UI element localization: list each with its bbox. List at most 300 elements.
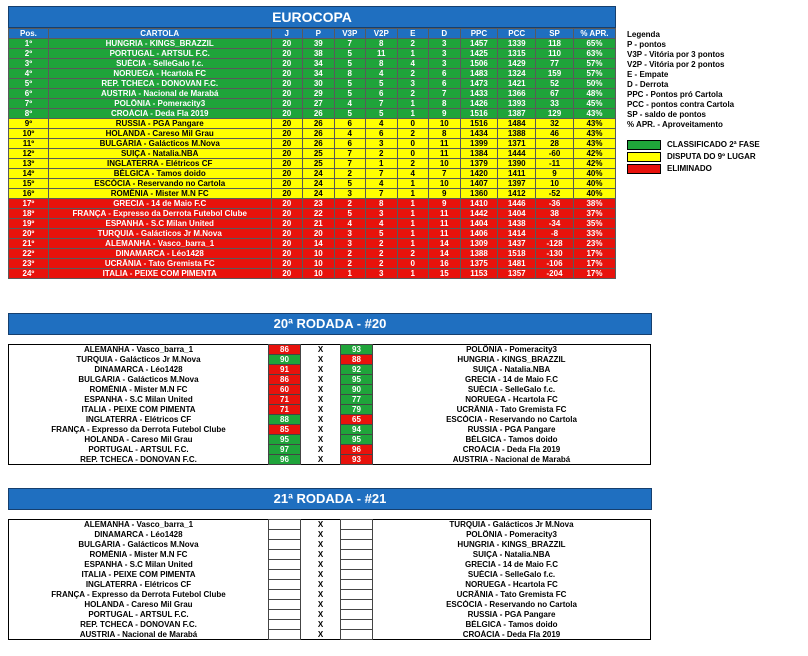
- cell-sp: -11: [536, 159, 574, 169]
- cell-name: POLÔNIA - Pomeracity3: [48, 99, 271, 109]
- match-row: [9, 580, 651, 590]
- cell-d: 3: [429, 39, 461, 49]
- cell-name: RUSSIA - PGA Pangare: [48, 119, 271, 129]
- cell-e: 2: [397, 159, 429, 169]
- cell-p: 10: [303, 269, 335, 279]
- legend-item: V3P - Vitória por 3 pontos: [627, 50, 725, 59]
- cell-pos: 4º: [9, 69, 49, 79]
- cell-p: 24: [303, 179, 335, 189]
- cell-e: 0: [397, 119, 429, 129]
- home-team: BULGÁRIA - Galácticos M.Nova: [78, 540, 199, 549]
- cell-d: 11: [429, 139, 461, 149]
- cell-v3p: 7: [334, 159, 366, 169]
- table-row: [9, 169, 616, 179]
- cell-pcc: 1438: [498, 219, 536, 229]
- cell-ppc: 1516: [460, 119, 498, 129]
- legend-key-eliminated: [627, 164, 807, 175]
- home-team: AUSTRIA - Nacional de Marabá: [79, 629, 198, 639]
- table-row: [9, 219, 616, 229]
- cell-p: 26: [303, 109, 335, 119]
- table-row: [9, 159, 616, 169]
- legend-title: Legenda: [627, 30, 660, 39]
- cell-sp: 159: [536, 69, 574, 79]
- cell-v3p: 5: [334, 89, 366, 99]
- cell-v2p: 7: [366, 99, 398, 109]
- col-header: CARTOLA: [48, 29, 271, 39]
- home-team: FRANÇA - Expresso da Derrota Futebol Clube: [51, 425, 226, 434]
- cell-pcc: 1357: [498, 269, 536, 279]
- cell-ppc: 1457: [460, 39, 498, 49]
- legend-item: % APR. - Aproveitamento: [627, 120, 723, 129]
- away-score: [341, 570, 373, 580]
- cell-v2p: 6: [366, 89, 398, 99]
- table-row: [9, 189, 616, 199]
- cell-v3p: 3: [334, 229, 366, 239]
- cell-d: 11: [429, 229, 461, 239]
- round21-title: 21ª RODADA - #21: [273, 491, 387, 506]
- cell-j: 20: [271, 219, 303, 229]
- match-row: [9, 590, 651, 600]
- cell-ppc: 1309: [460, 239, 498, 249]
- home-team: PORTUGAL - ARTSUL F.C.: [88, 445, 189, 454]
- cell-pcc: 1366: [498, 89, 536, 99]
- cell-sp: 118: [536, 39, 574, 49]
- cell-v2p: 8: [366, 199, 398, 209]
- versus-mark: X: [317, 620, 324, 629]
- match-row: [9, 375, 651, 385]
- standings-body: [9, 39, 616, 279]
- cell-apr: 63%: [573, 49, 615, 59]
- home-team: ROMÊNIA - Mister M.N FC: [89, 385, 188, 394]
- away-score: [341, 560, 373, 570]
- cell-pcc: 1444: [498, 149, 536, 159]
- cell-pos: 14º: [9, 169, 49, 179]
- cell-j: 20: [271, 109, 303, 119]
- cell-apr: 43%: [573, 109, 615, 119]
- legend-key-label: DISPUTA DO 9º LUGAR: [667, 152, 756, 161]
- cell-j: 20: [271, 49, 303, 59]
- away-score: 92: [341, 365, 373, 375]
- cell-j: 20: [271, 209, 303, 219]
- cell-v3p: 2: [334, 249, 366, 259]
- cell-v3p: 2: [334, 169, 366, 179]
- cell-apr: 17%: [573, 259, 615, 269]
- cell-e: 2: [397, 249, 429, 259]
- cell-v2p: 5: [366, 79, 398, 89]
- match-row: [9, 520, 651, 530]
- cell-name: ESPANHA - S.C Milan United: [48, 219, 271, 229]
- match-row: [9, 560, 651, 570]
- cell-name: REP. TCHECA - DONOVAN F.C.: [48, 79, 271, 89]
- cell-sp: -128: [536, 239, 574, 249]
- col-header: E: [397, 29, 429, 39]
- cell-pos: 21º: [9, 239, 49, 249]
- table-row: [9, 209, 616, 219]
- versus-mark: X: [317, 365, 324, 374]
- cell-p: 21: [303, 219, 335, 229]
- cell-d: 14: [429, 239, 461, 249]
- cell-sp: -204: [536, 269, 574, 279]
- cell-name: UCRÂNIA - Tato Gremista FC: [48, 259, 271, 269]
- cell-e: 0: [397, 259, 429, 269]
- cell-sp: 52: [536, 79, 574, 89]
- home-score: 96: [269, 455, 301, 465]
- home-team: ESPANHA - S.C Milan United: [84, 395, 193, 404]
- cell-pcc: 1412: [498, 189, 536, 199]
- away-score: 95: [341, 375, 373, 385]
- cell-pos: 16º: [9, 189, 49, 199]
- cell-j: 20: [271, 189, 303, 199]
- cell-sp: -36: [536, 199, 574, 209]
- cell-pcc: 1315: [498, 49, 536, 59]
- cell-apr: 37%: [573, 209, 615, 219]
- away-score: 93: [341, 455, 373, 465]
- versus-mark: X: [317, 530, 324, 539]
- cell-ppc: 1410: [460, 199, 498, 209]
- home-score: 90: [269, 355, 301, 365]
- cell-name: NORUEGA - Hcartola FC: [48, 69, 271, 79]
- cell-apr: 43%: [573, 119, 615, 129]
- cell-pcc: 1446: [498, 199, 536, 209]
- cell-sp: 9: [536, 169, 574, 179]
- away-team: GRECIA - 14 de Maio F.C: [464, 560, 559, 569]
- cell-pcc: 1414: [498, 229, 536, 239]
- legend-item: PPC - Pontos pró Cartola: [627, 90, 723, 99]
- cell-p: 26: [303, 139, 335, 149]
- away-score: [341, 620, 373, 630]
- versus-mark: X: [317, 405, 324, 414]
- col-header: J: [271, 29, 303, 39]
- cell-j: 20: [271, 269, 303, 279]
- table-row: [9, 109, 616, 119]
- home-team: FRANÇA - Expresso da Derrota Futebol Clube: [51, 590, 226, 599]
- away-team: ESCÓCIA - Reservando no Cartola: [446, 600, 577, 609]
- cell-v2p: 8: [366, 39, 398, 49]
- home-team: REP. TCHECA - DONOVAN F.C.: [80, 620, 197, 629]
- cell-j: 20: [271, 129, 303, 139]
- home-score: [269, 590, 301, 600]
- cell-e: 1: [397, 109, 429, 119]
- cell-e: 2: [397, 69, 429, 79]
- cell-apr: 35%: [573, 219, 615, 229]
- cell-e: 2: [397, 39, 429, 49]
- round21-title-bar: [8, 488, 652, 510]
- cell-ppc: 1434: [460, 129, 498, 139]
- away-score: [341, 630, 373, 640]
- cell-pcc: 1397: [498, 179, 536, 189]
- cell-j: 20: [271, 99, 303, 109]
- cell-pos: 8º: [9, 109, 49, 119]
- cell-e: 1: [397, 199, 429, 209]
- cell-name: BÉLGICA - Tamos doido: [48, 169, 271, 179]
- cell-v3p: 6: [334, 139, 366, 149]
- cell-pos: 17º: [9, 199, 49, 209]
- cell-j: 20: [271, 179, 303, 189]
- versus-mark: X: [317, 454, 324, 464]
- cell-p: 26: [303, 119, 335, 129]
- col-header: P: [303, 29, 335, 39]
- versus-mark: X: [317, 355, 324, 364]
- cell-sp: 77: [536, 59, 574, 69]
- cell-pos: 22º: [9, 249, 49, 259]
- cell-name: ROMÊNIA - Mister M.N FC: [48, 189, 271, 199]
- table-row: [9, 69, 616, 79]
- cell-apr: 33%: [573, 229, 615, 239]
- cell-apr: 40%: [573, 189, 615, 199]
- home-score: [269, 630, 301, 640]
- cell-apr: 48%: [573, 89, 615, 99]
- home-team: INGLATERRA - Elétricos CF: [85, 580, 192, 589]
- away-score: 90: [341, 385, 373, 395]
- table-row: [9, 249, 616, 259]
- home-score: 71: [269, 405, 301, 415]
- cell-p: 10: [303, 259, 335, 269]
- cell-e: 1: [397, 229, 429, 239]
- cell-v3p: 6: [334, 119, 366, 129]
- cell-e: 1: [397, 99, 429, 109]
- away-team: RUSSIA - PGA Pangare: [467, 425, 556, 434]
- versus-mark: X: [317, 590, 324, 599]
- cell-sp: -52: [536, 189, 574, 199]
- cell-d: 3: [429, 59, 461, 69]
- cell-v2p: 5: [366, 229, 398, 239]
- cell-v3p: 4: [334, 129, 366, 139]
- table-row: [9, 179, 616, 189]
- cell-name: GRECIA - 14 de Maio F.C: [48, 199, 271, 209]
- table-row: [9, 59, 616, 69]
- cell-j: 20: [271, 69, 303, 79]
- col-header: PPC: [460, 29, 498, 39]
- versus-mark: X: [317, 425, 324, 434]
- cell-pos: 15º: [9, 179, 49, 189]
- away-score: [341, 540, 373, 550]
- match-row: [9, 455, 651, 465]
- cell-ppc: 1375: [460, 259, 498, 269]
- cell-ppc: 1425: [460, 49, 498, 59]
- cell-pcc: 1518: [498, 249, 536, 259]
- cell-e: 1: [397, 219, 429, 229]
- cell-sp: 28: [536, 139, 574, 149]
- cell-apr: 40%: [573, 179, 615, 189]
- cell-d: 7: [429, 89, 461, 99]
- cell-ppc: 1483: [460, 69, 498, 79]
- cell-pcc: 1437: [498, 239, 536, 249]
- cell-j: 20: [271, 229, 303, 239]
- cell-j: 20: [271, 259, 303, 269]
- cell-apr: 57%: [573, 59, 615, 69]
- home-score: 88: [269, 415, 301, 425]
- cell-d: 11: [429, 209, 461, 219]
- col-header: Pos.: [9, 29, 49, 39]
- cell-pcc: 1404: [498, 209, 536, 219]
- cell-p: 34: [303, 59, 335, 69]
- standings-table: [8, 28, 616, 279]
- match-row: [9, 570, 651, 580]
- cell-v2p: 2: [366, 249, 398, 259]
- cell-d: 9: [429, 189, 461, 199]
- cell-v3p: 5: [334, 179, 366, 189]
- cell-d: 10: [429, 119, 461, 129]
- home-score: 97: [269, 445, 301, 455]
- cell-pos: 2º: [9, 49, 49, 59]
- cell-sp: 129: [536, 109, 574, 119]
- cell-d: 11: [429, 149, 461, 159]
- away-score: 96: [341, 445, 373, 455]
- cell-apr: 43%: [573, 129, 615, 139]
- away-team: POLÔNIA - Pomeracity3: [466, 530, 557, 539]
- cell-v2p: 2: [366, 149, 398, 159]
- away-team: HUNGRIA - KINGS_BRAZZIL: [457, 355, 566, 364]
- away-team: RUSSIA - PGA Pangare: [467, 610, 556, 619]
- cell-d: 7: [429, 169, 461, 179]
- home-team: ROMÊNIA - Mister M.N FC: [89, 550, 188, 559]
- versus-mark: X: [317, 415, 324, 424]
- versus-mark: X: [317, 550, 324, 559]
- cell-v2p: 4: [366, 219, 398, 229]
- home-score: 71: [269, 395, 301, 405]
- cell-pcc: 1339: [498, 39, 536, 49]
- cell-e: 3: [397, 79, 429, 89]
- cell-name: ITALIA - PEIXE COM PIMENTA: [48, 269, 271, 279]
- cell-v3p: 4: [334, 219, 366, 229]
- cell-v3p: 2: [334, 199, 366, 209]
- cell-ppc: 1506: [460, 59, 498, 69]
- home-team: HOLANDA - Careso Mil Grau: [84, 435, 193, 444]
- table-row: [9, 39, 616, 49]
- standings-header-row: [9, 29, 616, 39]
- cell-pcc: 1411: [498, 169, 536, 179]
- home-team: ESPANHA - S.C Milan United: [84, 560, 193, 569]
- versus-mark: X: [317, 445, 324, 454]
- home-team: TURQUIA - Galácticos Jr M.Nova: [76, 355, 201, 364]
- away-team: GRECIA - 14 de Maio F.C: [464, 375, 559, 384]
- versus-mark: X: [317, 610, 324, 619]
- match-row: [9, 630, 651, 640]
- away-score: [341, 610, 373, 620]
- home-team: ALEMANHA - Vasco_barra_1: [83, 520, 194, 530]
- col-header: V3P: [334, 29, 366, 39]
- cell-apr: 42%: [573, 159, 615, 169]
- table-row: [9, 129, 616, 139]
- cell-j: 20: [271, 149, 303, 159]
- cell-p: 24: [303, 189, 335, 199]
- cell-pcc: 1484: [498, 119, 536, 129]
- col-header: D: [429, 29, 461, 39]
- cell-v2p: 4: [366, 69, 398, 79]
- match-row: [9, 355, 651, 365]
- cell-ppc: 1404: [460, 219, 498, 229]
- cell-v2p: 7: [366, 189, 398, 199]
- eurocopa-title-bar: [8, 6, 616, 28]
- cell-p: 25: [303, 159, 335, 169]
- cell-e: 2: [397, 129, 429, 139]
- away-score: [341, 550, 373, 560]
- match-row: [9, 445, 651, 455]
- cell-name: HUNGRIA - KINGS_BRAZZIL: [48, 39, 271, 49]
- away-team: UCRÂNIA - Tato Gremista FC: [456, 590, 567, 599]
- away-score: 95: [341, 435, 373, 445]
- match-row: [9, 610, 651, 620]
- legend-key-label: ELIMINADO: [667, 164, 712, 173]
- cell-apr: 17%: [573, 269, 615, 279]
- home-score: [269, 570, 301, 580]
- cell-pos: 1º: [9, 39, 49, 49]
- cell-j: 20: [271, 119, 303, 129]
- home-team: HOLANDA - Careso Mil Grau: [84, 600, 193, 609]
- versus-mark: X: [317, 629, 324, 639]
- cell-v2p: 6: [366, 129, 398, 139]
- match-row: [9, 550, 651, 560]
- cell-name: ESCÓCIA - Reservando no Cartola: [48, 179, 271, 189]
- cell-pcc: 1371: [498, 139, 536, 149]
- round20-title-bar: [8, 313, 652, 335]
- cell-v3p: 8: [334, 69, 366, 79]
- cell-pos: 18º: [9, 209, 49, 219]
- table-row: [9, 89, 616, 99]
- versus-mark: X: [317, 540, 324, 549]
- cell-name: FRANÇA - Expresso da Derrota Futebol Clube: [48, 209, 271, 219]
- versus-mark: X: [317, 435, 324, 444]
- home-score: 91: [269, 365, 301, 375]
- cell-v2p: 4: [366, 119, 398, 129]
- cell-pos: 12º: [9, 149, 49, 159]
- cell-v3p: 7: [334, 39, 366, 49]
- eurocopa-title: EUROCOPA: [272, 9, 352, 25]
- cell-d: 9: [429, 109, 461, 119]
- cell-v3p: 2: [334, 259, 366, 269]
- cell-name: TURQUIA - Galácticos Jr M.Nova: [48, 229, 271, 239]
- cell-ppc: 1407: [460, 179, 498, 189]
- cell-ppc: 1388: [460, 249, 498, 259]
- cell-sp: 10: [536, 179, 574, 189]
- cell-apr: 65%: [573, 39, 615, 49]
- home-score: [269, 550, 301, 560]
- away-team: CROÁCIA - Deda Fla 2019: [462, 629, 561, 639]
- cell-pcc: 1324: [498, 69, 536, 79]
- cell-v2p: 2: [366, 259, 398, 269]
- cell-p: 29: [303, 89, 335, 99]
- cell-pos: 13º: [9, 159, 49, 169]
- cell-v2p: 3: [366, 139, 398, 149]
- cell-name: DINAMARCA - Léo1428: [48, 249, 271, 259]
- cell-name: PORTUGAL - ARTSUL F.C.: [48, 49, 271, 59]
- cell-ppc: 1516: [460, 109, 498, 119]
- home-score: 60: [269, 385, 301, 395]
- cell-v3p: 3: [334, 239, 366, 249]
- cell-name: SUÉCIA - SelleGalo f.c.: [48, 59, 271, 69]
- home-score: [269, 530, 301, 540]
- cell-pos: 7º: [9, 99, 49, 109]
- away-team: POLÔNIA - Pomeracity3: [466, 345, 557, 355]
- match-row: [9, 435, 651, 445]
- legend-item: V2P - Vitória por 2 pontos: [627, 60, 725, 69]
- cell-name: HOLANDA - Careso Mil Grau: [48, 129, 271, 139]
- cell-sp: 32: [536, 119, 574, 129]
- cell-ppc: 1420: [460, 169, 498, 179]
- legend: [627, 30, 807, 130]
- cell-e: 0: [397, 149, 429, 159]
- cell-pos: 3º: [9, 59, 49, 69]
- cell-j: 20: [271, 199, 303, 209]
- cell-sp: -130: [536, 249, 574, 259]
- cell-p: 30: [303, 79, 335, 89]
- away-team: ESCÓCIA - Reservando no Cartola: [446, 415, 577, 424]
- cell-name: INGLATERRA - Elétricos CF: [48, 159, 271, 169]
- cell-j: 20: [271, 39, 303, 49]
- cell-sp: -34: [536, 219, 574, 229]
- legend-item: D - Derrota: [627, 80, 669, 89]
- cell-j: 20: [271, 79, 303, 89]
